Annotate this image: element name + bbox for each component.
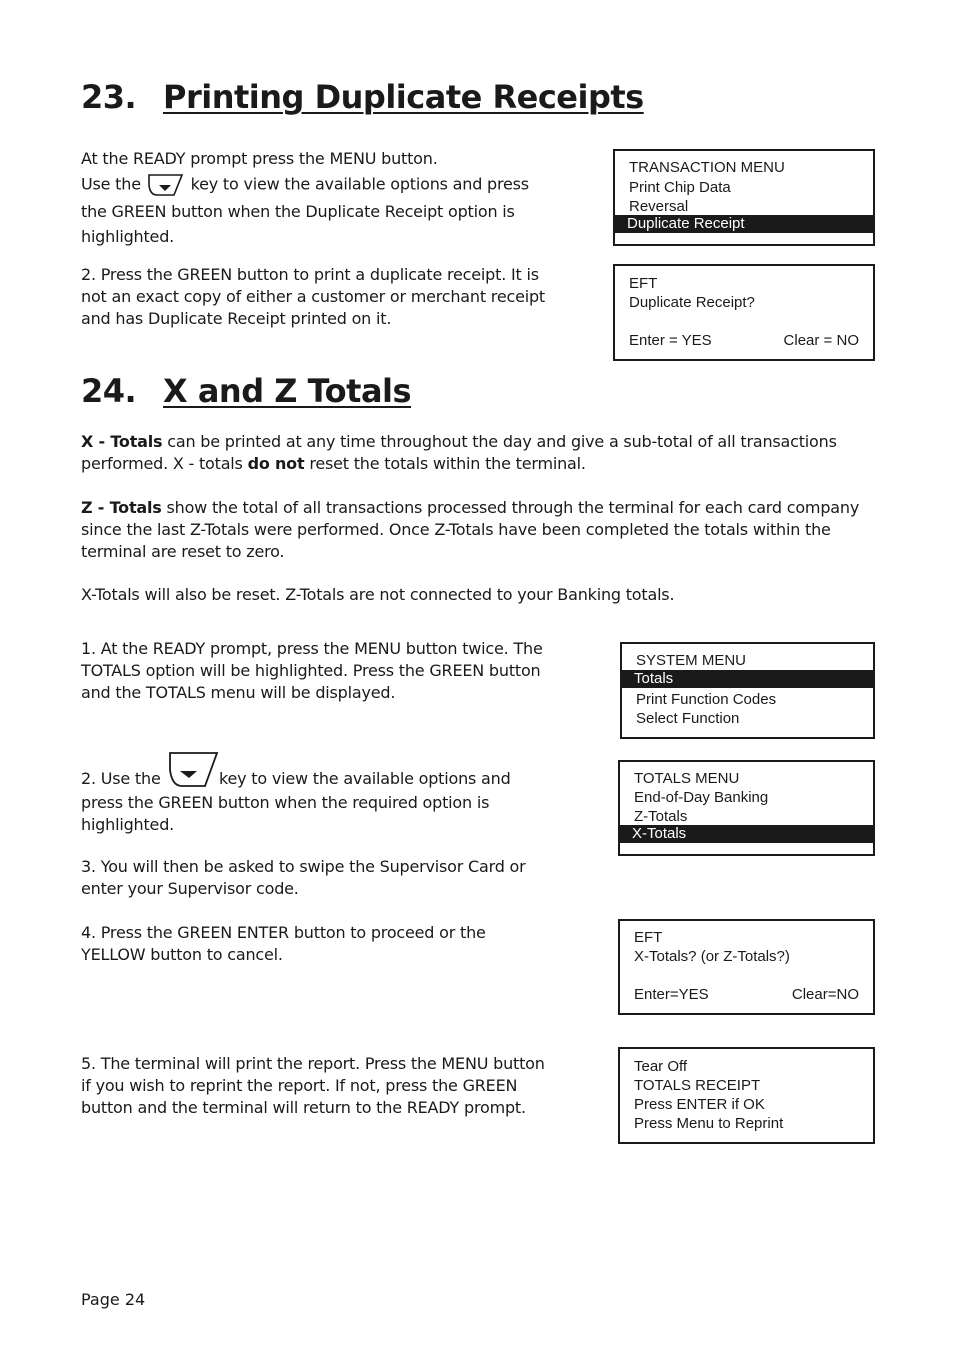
do-not-emphasis: do not [247, 454, 305, 473]
intro-line [81, 171, 551, 199]
intro-line: the GREEN button when the Duplicate Receipt option is [81, 202, 515, 221]
page-number: Page 24 [81, 1290, 146, 1309]
step-2-first-line [81, 750, 551, 790]
intro-text: key to view the available options and press [190, 174, 529, 194]
totals-step-4: 4. Press the GREEN ENTER button to proceed or the YELLOW button to cancel. [81, 923, 486, 964]
z-totals-text: show the total of all transactions processed through the terminal for each card company since the last Z-Totals were performed. Once Z-Totals have been completed the totals within the terminal are reset to zero. [81, 498, 860, 561]
z-totals-term: Z - Totals [81, 498, 162, 517]
terminal-screen-totals-confirm [618, 919, 875, 1015]
section-number: 23. [81, 78, 137, 116]
screen-line: Press ENTER if OK [634, 1096, 765, 1113]
terminal-screen-totals-menu [618, 760, 875, 856]
step-2-text: key to view the available options and [219, 769, 511, 788]
terminal-screen-transaction-menu [613, 149, 875, 246]
totals-step-5: 5. The terminal will print the report. Press the MENU button if you wish to reprint the report. If not, press the GREEN button and the terminal will return to the READY prompt. [81, 1054, 545, 1117]
screen-highlighted-line: X-Totals [620, 825, 873, 843]
screen-line: Print Function Codes [636, 691, 777, 708]
enter-yes-label: Enter=YES [634, 986, 709, 1003]
terminal-screen-duplicate-confirm [613, 264, 875, 361]
screen-line: Press Menu to Reprint [634, 1115, 784, 1132]
totals-step-2 [81, 750, 551, 836]
terminal-screen-tear-off [618, 1047, 875, 1144]
screen-line: Select Function [636, 710, 740, 727]
section-24-heading [81, 372, 411, 410]
screen-options-line [634, 986, 859, 1004]
step-2-text: 2. Use the [81, 769, 161, 788]
totals-step-3: 3. You will then be asked to swipe the Supervisor Card or enter your Supervisor code. [81, 857, 526, 898]
screen-line: Tear Off [634, 1058, 688, 1075]
totals-step-1: 1. At the READY prompt, press the MENU button twice. The TOTALS option will be highlighted. Press the GREEN button and the TOTALS menu will be displayed. [81, 639, 543, 702]
screen-line: EFT [629, 275, 658, 292]
screen-line: Duplicate Receipt? [629, 294, 755, 311]
clear-no-label: Clear = NO [783, 332, 859, 349]
screen-options-line [629, 332, 859, 350]
screen-line: TRANSACTION MENU [629, 159, 785, 176]
screen-line: Reversal [629, 198, 689, 215]
enter-yes-label: Enter = YES [629, 332, 712, 349]
z-totals-paragraph [81, 497, 871, 563]
reset-note: X-Totals will also be reset. Z-Totals are not connected to your Banking totals. [81, 585, 675, 604]
x-totals-text: reset the totals within the terminal. [304, 454, 586, 473]
step-2-text: press the GREEN button when the required option is highlighted. [81, 793, 490, 834]
screen-line: EFT [634, 929, 663, 946]
down-arrow-key-icon [167, 750, 221, 790]
screen-line: TOTALS RECEIPT [634, 1077, 761, 1094]
screen-line: Print Chip Data [629, 179, 731, 196]
section-number: 24. [81, 372, 137, 410]
x-totals-term: X - Totals [81, 432, 163, 451]
section-23-heading [81, 78, 644, 116]
screen-line: SYSTEM MENU [636, 652, 747, 669]
screen-line: Z-Totals [634, 808, 688, 825]
intro-line: highlighted. [81, 227, 175, 246]
terminal-screen-system-menu [620, 642, 875, 739]
duplicate-intro-paragraph [81, 146, 551, 249]
x-totals-paragraph [81, 431, 871, 475]
down-arrow-key-icon [146, 171, 186, 199]
x-totals-text: can be printed at any time throughout the day and give a sub-total of all transactions performed. X - totals [81, 432, 837, 473]
section-title: Printing Duplicate Receipts [163, 78, 644, 116]
section-title: X and Z Totals [163, 372, 412, 410]
duplicate-step-2: 2. Press the GREEN button to print a duplicate receipt. It is not an exact copy of either a customer or merchant receipt and has Duplicate Receipt printed on it. [81, 265, 545, 328]
clear-no-label: Clear=NO [791, 986, 859, 1003]
screen-line: TOTALS MENU [634, 770, 740, 787]
screen-line: X-Totals? (or Z-Totals?) [634, 948, 790, 965]
screen-highlighted-line: Duplicate Receipt [615, 215, 873, 233]
screen-highlighted-line: Totals [622, 670, 873, 688]
intro-text: Use the [81, 174, 141, 194]
intro-line: At the READY prompt press the MENU button. [81, 149, 438, 168]
screen-line: End-of-Day Banking [634, 789, 769, 806]
